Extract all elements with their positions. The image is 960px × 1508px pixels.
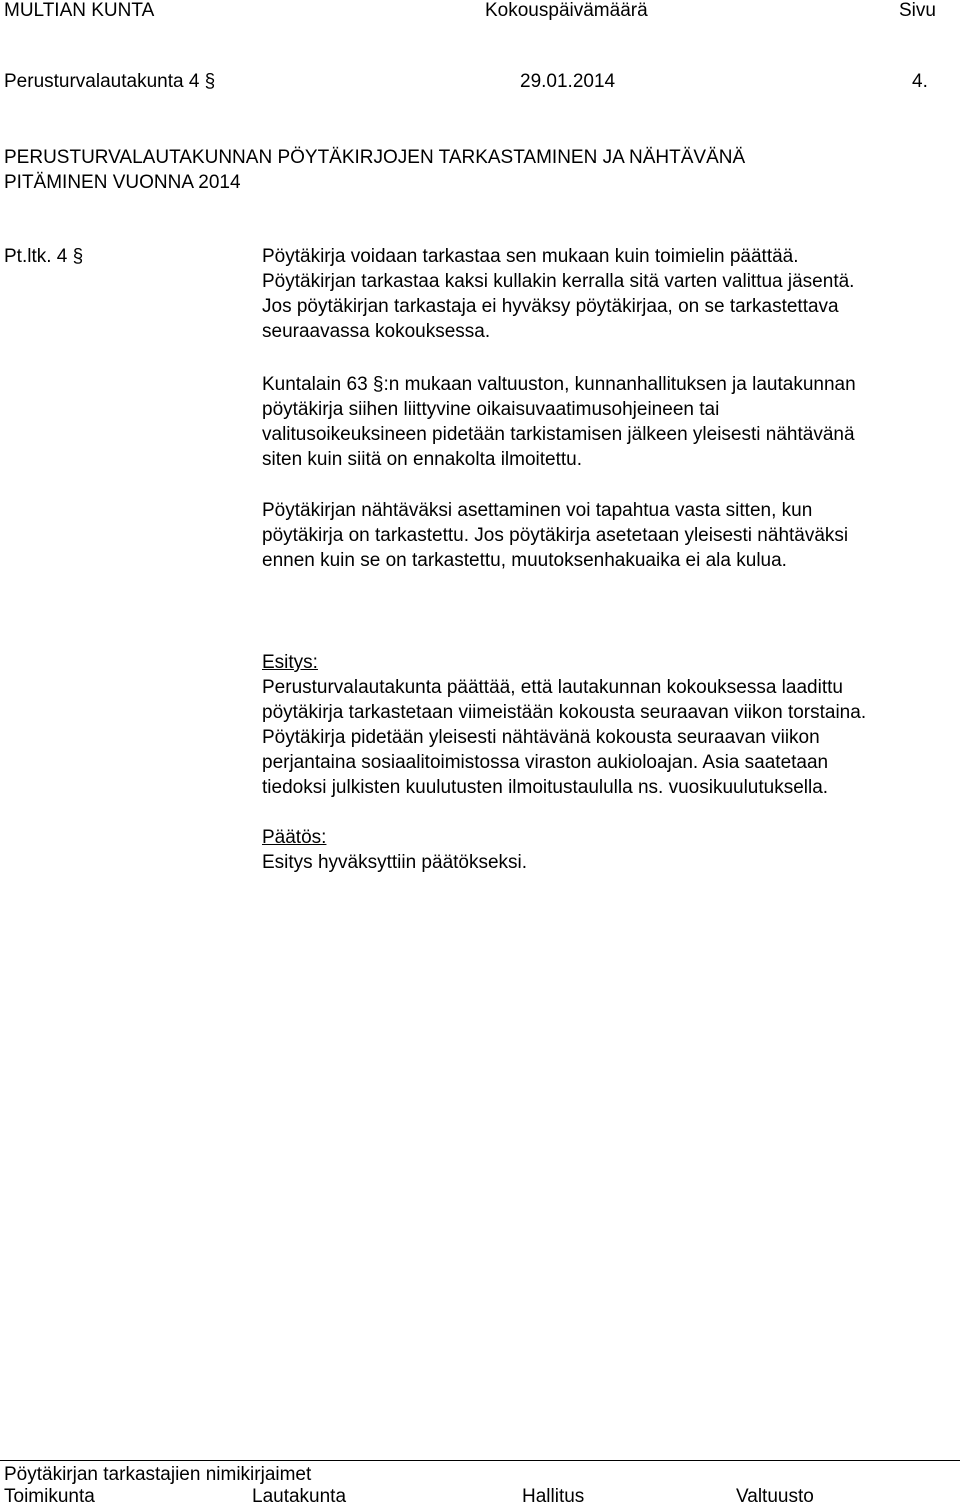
paragraph-line: pöytäkirja siihen liittyvine oikaisuvaatimusohjeineen tai: [262, 399, 720, 420]
meeting-date: 29.01.2014: [520, 71, 616, 92]
header-org: MULTIAN KUNTA: [4, 0, 155, 21]
paragraph-line: Pöytäkirjan nähtäväksi asettaminen voi tapahtua vasta sitten, kun: [262, 500, 813, 521]
meeting-body: Perusturvalautakunta 4 §: [4, 71, 216, 92]
proposal-heading: Esitys:: [262, 652, 318, 673]
paragraph-line: ennen kuin se on tarkastettu, muutoksenhakuaika ei ala kulua.: [262, 550, 787, 571]
footer-divider: [0, 1460, 960, 1461]
decision-heading: Päätös:: [262, 827, 327, 848]
paragraph-line: Jos pöytäkirjan tarkastaja ei hyväksy pöytäkirjaa, on se tarkastettava: [262, 296, 839, 317]
header-date-label: Kokouspäivämäärä: [485, 0, 648, 21]
meeting-page-number: 4.: [912, 71, 928, 92]
paragraph-line: seuraavassa kokouksessa.: [262, 321, 491, 342]
proposal-line: tiedoksi julkisten kuulutusten ilmoitustaululla ns. vuosikuulutuksella.: [262, 777, 829, 798]
header-page-label: Sivu: [899, 0, 936, 21]
paragraph-2: [262, 372, 957, 472]
proposal-line: Pöytäkirja pidetään yleisesti nähtävänä kokousta seuraavan viikon: [262, 727, 820, 748]
proposal-section: [262, 650, 957, 800]
footer-column-lautakunta: Lautakunta: [252, 1486, 347, 1507]
document-title-line1: PERUSTURVALAUTAKUNNAN PÖYTÄKIRJOJEN TARKASTAMINEN JA NÄHTÄVÄNÄ: [4, 147, 746, 168]
document-title-line2: PITÄMINEN VUONNA 2014: [4, 172, 241, 193]
paragraph-line: pöytäkirja on tarkastettu. Jos pöytäkirja asetetaan yleisesti nähtäväksi: [262, 525, 849, 546]
decision-section: [262, 825, 957, 875]
paragraph-line: siten kuin siitä on ennakolta ilmoitettu.: [262, 449, 583, 470]
proposal-line: perjantaina sosiaalitoimistossa viraston aukioloajan. Asia saatetaan: [262, 752, 829, 773]
paragraph-line: Pöytäkirjan tarkastaa kaksi kullakin kerralla sitä varten valittua jäsentä.: [262, 271, 855, 292]
item-reference: Pt.ltk. 4 §: [4, 246, 84, 267]
footer-column-valtuusto: Valtuusto: [736, 1486, 814, 1507]
paragraph-1: [262, 244, 957, 344]
footer-column-hallitus: Hallitus: [522, 1486, 585, 1507]
paragraph-line: valitusoikeuksineen pidetään tarkistamisen jälkeen yleisesti nähtävänä: [262, 424, 855, 445]
proposal-line: pöytäkirja tarkastetaan viimeistään kokousta seuraavan viikon torstaina.: [262, 702, 867, 723]
paragraph-line: Pöytäkirja voidaan tarkastaa sen mukaan kuin toimielin päättää.: [262, 246, 799, 267]
proposal-line: Perusturvalautakunta päättää, että lautakunnan kokouksessa laadittu: [262, 677, 843, 698]
footer-signatures-label: Pöytäkirjan tarkastajien nimikirjaimet: [4, 1464, 312, 1485]
footer-column-toimikunta: Toimikunta: [4, 1486, 95, 1507]
decision-text: Esitys hyväksyttiin päätökseksi.: [262, 852, 528, 873]
paragraph-3: [262, 498, 957, 573]
paragraph-line: Kuntalain 63 §:n mukaan valtuuston, kunnanhallituksen ja lautakunnan: [262, 374, 856, 395]
